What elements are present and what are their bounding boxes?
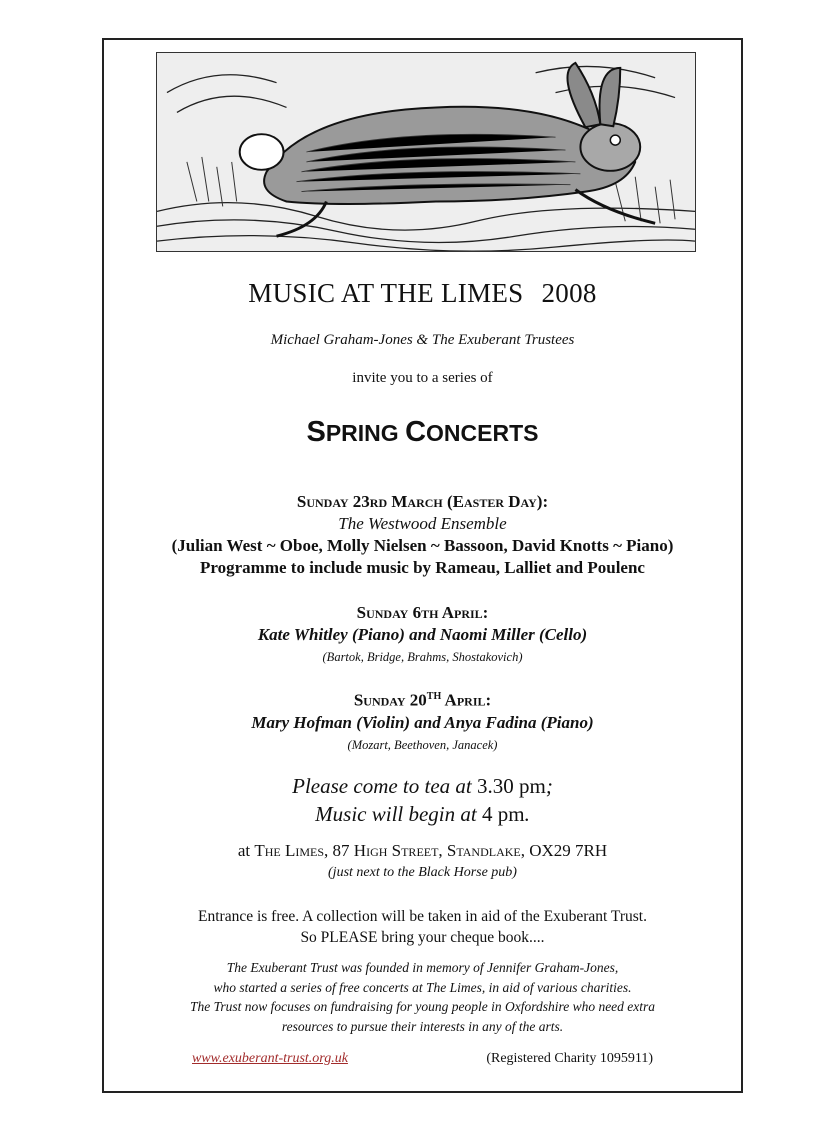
tea-line-2-text: Music will begin at: [315, 802, 482, 826]
tea-line-1: [104, 772, 741, 800]
entrance-info: [104, 906, 741, 948]
hare-woodcut-icon: [156, 52, 696, 252]
trust-line-2: who started a series of free concerts at The Limes, in aid of various charities.: [213, 979, 632, 995]
website-link[interactable]: www.exuberant-trust.org.uk: [192, 1051, 348, 1066]
trust-info: [104, 958, 741, 1036]
invite-line: invite you to a series of: [352, 370, 493, 386]
concert-3-date: [104, 686, 741, 712]
trust-line-1: The Exuberant Trust was founded in memory of Jennifer Graham-Jones,: [226, 960, 619, 975]
tea-line-1-time: 3.30 pm: [477, 774, 546, 798]
charity-number: (Registered Charity 1095911): [486, 1051, 653, 1066]
concert-1-performer: The Westwood Ensemble: [338, 514, 507, 533]
concert-3-date-prefix: Sunday 20: [353, 690, 427, 710]
hosts-line: Michael Graham-Jones & The Exuberant Trustees: [270, 332, 575, 348]
concert-1-programme: Programme to include music by Rameau, Lalliet and Poulenc: [200, 558, 645, 577]
tea-line-1-end: ;: [545, 774, 553, 798]
venue-note: (just next to the Black Horse pub): [328, 865, 517, 880]
concert-1: [104, 491, 741, 579]
concert-2: [104, 602, 741, 668]
title-year: 2008: [541, 278, 597, 308]
poster-title: [104, 278, 741, 309]
concert-1-lineup: (Julian West ~ Oboe, Molly Nielsen ~ Bassoon, David Knotts ~ Piano): [171, 536, 674, 555]
concert-3-date-suffix: April:: [441, 690, 492, 710]
venue-info: [104, 840, 741, 884]
spring-concerts-heading: [104, 416, 741, 449]
poster-frame: [102, 38, 743, 1093]
tea-line-1-text: Please come to tea at: [292, 774, 477, 798]
concert-3-date-sup: TH: [426, 691, 442, 702]
concert-3-composers: (Mozart, Beethoven, Janacek): [347, 737, 498, 752]
concert-3: [104, 686, 741, 756]
concert-1-date: Sunday 23rd March (Easter Day):: [296, 492, 549, 511]
trust-line-3: The Trust now focuses on fundraising for young people in Oxfordshire who need extra: [189, 999, 656, 1014]
concert-3-performer: Mary Hofman (Violin) and Anya Fadina (Piano): [251, 712, 594, 732]
tea-line-2-end: .: [524, 802, 530, 826]
concert-2-date: Sunday 6th April:: [356, 603, 489, 622]
venue-prefix: at: [237, 841, 255, 860]
venue-address: The Limes, 87 High Street, Standlake, OX29 7RH: [254, 841, 608, 860]
tea-info: [104, 772, 741, 828]
entrance-line-1: Entrance is free. A collection will be taken in aid of the Exuberant Trust.: [198, 908, 647, 925]
concert-2-performer: Kate Whitley (Piano) and Naomi Miller (Cello): [257, 625, 588, 644]
headline-oncerts: ONCERTS: [426, 420, 539, 446]
headline-c: C: [405, 416, 427, 448]
headline-pring: PRING: [325, 420, 399, 446]
footer: [192, 1051, 653, 1067]
tea-line-2: [104, 800, 741, 828]
venue-address-line: [104, 840, 741, 862]
title-text: MUSIC AT THE LIMES: [248, 278, 524, 308]
concert-2-composers: (Bartok, Bridge, Brahms, Shostakovich): [322, 650, 523, 664]
headline-s: S: [306, 416, 326, 448]
trust-line-4: resources to pursue their interests in any of the arts.: [281, 1018, 564, 1034]
entrance-line-2: So PLEASE bring your cheque book....: [300, 929, 545, 946]
tea-line-2-time: 4 pm: [481, 802, 525, 826]
